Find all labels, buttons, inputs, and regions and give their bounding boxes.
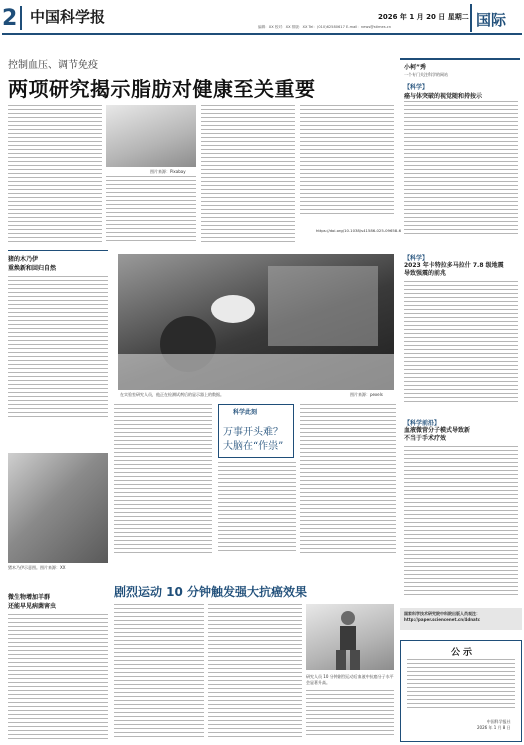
sidebar-rule xyxy=(400,58,520,60)
notice-footer: 中国科学报社 2026 年 1 月 8 日 xyxy=(477,719,511,730)
mid-text-col-3 xyxy=(300,404,396,554)
sidebar-subtitle: 一个专门关注科学的网站 xyxy=(404,72,448,77)
column-box xyxy=(218,404,294,458)
bottom-text-col-2 xyxy=(208,604,302,739)
sidebar-title: 小柯”秀 xyxy=(404,64,426,71)
feature-caption-right: 图片来源：pexels xyxy=(350,392,383,397)
feature-photo xyxy=(118,254,394,390)
sidebar-notice-text: 国家科学技术研究院中科院出版人员观注： http://paper.sciencenet.cn/4dnatc xyxy=(404,611,481,622)
lead-doi: https://doi.org/10.1038/s41586-025-09658-6 xyxy=(316,228,401,233)
issue-date: 2026 年 1 月 20 日 星期二 xyxy=(378,13,469,21)
sidebar-item-2-title: 2023 年卡特拉多马拉什 7.8 级地震 导致强震的前兆 xyxy=(404,262,504,277)
sidebar-item-1-title: 癌与体突破的视觉随和持按示 xyxy=(404,93,483,100)
brief-1-title: 猪的木乃伊 重焕新和回归自然 xyxy=(8,256,57,272)
sidebar-item-1-text xyxy=(404,101,518,237)
lead-kicker: 控制血压、调节免疫 xyxy=(8,60,98,71)
bottom-text-col-3 xyxy=(306,690,394,738)
editor-info: 编辑：XX 校对：XX 排版：XX Tel：(010)62580617 E-mail：news@stimes.cn xyxy=(258,25,392,29)
bottom-photo-caption: 研究人员 10 分钟剧烈运动后血液中抗癌分子水平会显著升高。 xyxy=(306,674,394,685)
mid-text-col-2 xyxy=(218,462,296,554)
notice-title: 公示 xyxy=(451,648,476,658)
lead-text-col-2 xyxy=(106,176,196,242)
notice-box xyxy=(400,640,522,742)
sidebar-notice-bar xyxy=(400,608,522,630)
notice-text xyxy=(407,659,515,711)
header-rule xyxy=(2,33,522,35)
brief-photo xyxy=(8,453,108,563)
bottom-text-col-1 xyxy=(114,604,204,739)
lead-text-col-3 xyxy=(201,105,295,243)
lead-text-col-1 xyxy=(8,105,102,243)
sidebar-item-2-tag: 【科学】 xyxy=(404,255,429,262)
section-title: 国际 xyxy=(476,11,507,29)
brief-2-title: 微生物增加羊群 还能早见病菌害虫 xyxy=(8,594,57,610)
lead-photo xyxy=(106,105,196,167)
sidebar-item-3-tag: 【科学前沿】 xyxy=(404,420,441,427)
lead-headline: 两项研究揭示脂肪对健康至关重要 xyxy=(8,77,316,101)
lead-photo-credit: 图片来源：Pixabay xyxy=(150,169,186,174)
bottom-photo xyxy=(306,604,394,670)
brief-2-text xyxy=(8,614,108,739)
sidebar-item-3-title: 血液微营分子模式导致新 不当于手术疗效 xyxy=(404,427,471,442)
column-title-2: 大脑在“作祟” xyxy=(223,441,284,452)
mid-text-col-1 xyxy=(114,404,212,554)
runner-illustration xyxy=(306,604,394,670)
column-title-1: 万事开头难？ xyxy=(223,427,283,438)
brief-1-text xyxy=(8,276,108,418)
left-rule-1 xyxy=(8,250,108,251)
feature-photo-illustration xyxy=(118,254,394,390)
lead-text-col-4 xyxy=(300,105,394,217)
sidebar-item-2-text xyxy=(404,281,518,403)
sidebar-item-3-text xyxy=(404,446,518,596)
column-tag: 科学此刻 xyxy=(233,409,258,416)
brief-photo-caption: 猪木乃伊示意图。图片来源：XX xyxy=(8,565,66,570)
feature-caption-left: 在实验室研究人员，他正在检测试剂后的显示器上的数据。 xyxy=(120,392,224,397)
paper-logo: 中国科学报 xyxy=(30,8,106,26)
bottom-headline: 剧烈运动 10 分钟触发强大抗癌效果 xyxy=(114,585,308,599)
sidebar-item-1-tag: 【科学】 xyxy=(404,84,429,91)
page-number-rule xyxy=(20,6,22,30)
page-number: 2 xyxy=(2,6,18,31)
